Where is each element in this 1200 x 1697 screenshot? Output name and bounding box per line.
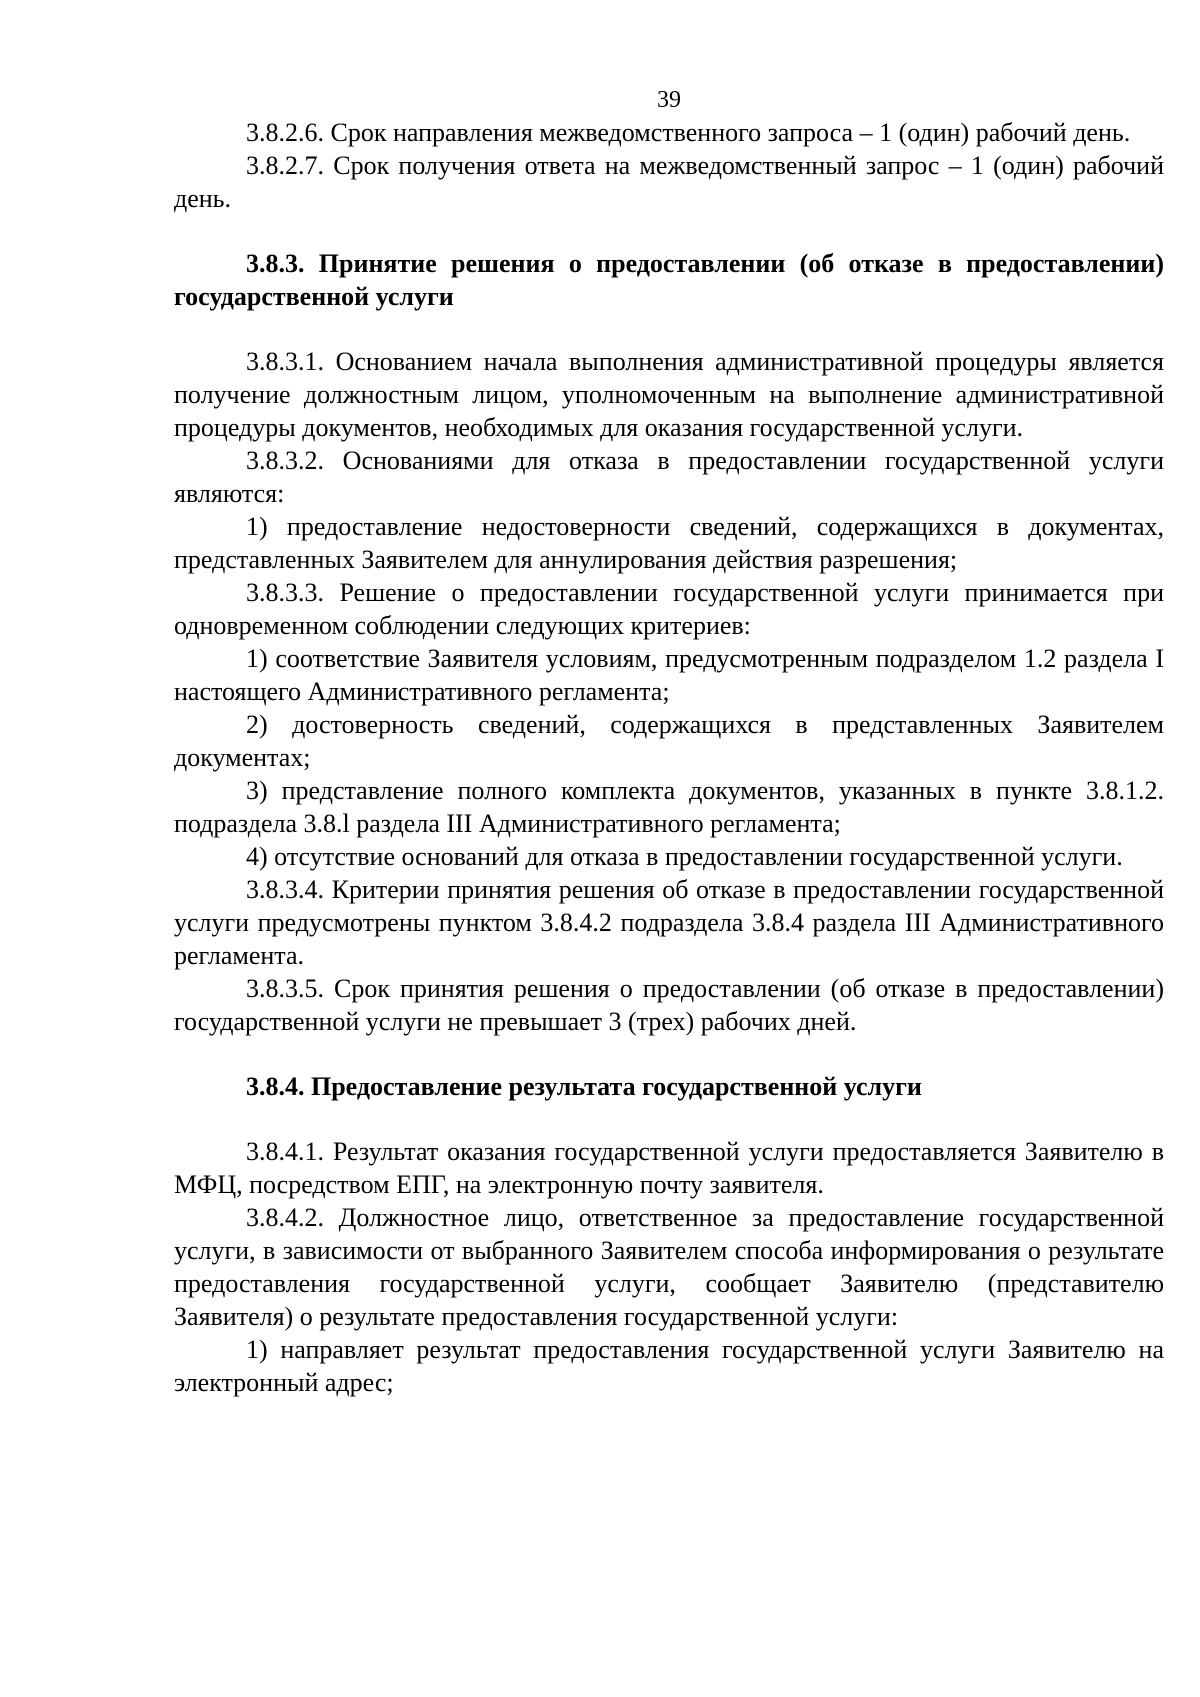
- list-item-criteria-4: 4) отсутствие оснований для отказа в предоставлении государственной услуги.: [246, 842, 1123, 871]
- paragraph-3-8-3-5: 3.8.3.5. Срок принятия решения о предоставлении (об отказе в предоставлении) государственной услуги не превышает 3 (трех) рабочих дней.: [174, 974, 1164, 1036]
- paragraph-3-8-3-1: 3.8.3.1. Основанием начала выполнения административной процедуры является получение должностным лицом, уполномоченным на выполнение административной процедуры документов, необходимых для оказания государственной услуги.: [174, 347, 1164, 442]
- paragraph-3-8-4-2: 3.8.4.2. Должностное лицо, ответственное за предоставление государственной услуги, в зависимости от выбранного Заявителем способа информирования о результате предоставления государственной услуги, сообщает Заявителю (представителю Заявителя) о результате предоставления государственной услуги:: [174, 1203, 1164, 1331]
- document-page: [174, 84, 1164, 1399]
- page-number: 39: [657, 87, 681, 113]
- paragraph-3-8-3-3: 3.8.3.3. Решение о предоставлении государственной услуги принимается при одновременном соблюдении следующих критериев:: [174, 578, 1164, 640]
- list-item-criteria-1: 1) соответствие Заявителя условиям, предусмотренным подразделом 1.2 раздела I настоящего Административного регламента;: [174, 644, 1164, 706]
- paragraph-3-8-4-1: 3.8.4.1. Результат оказания государственной услуги предоставляется Заявителю в МФЦ, посредством ЕПГ, на электронную почту заявителя.: [174, 1137, 1164, 1199]
- paragraph-3-8-3-2: 3.8.3.2. Основаниями для отказа в предоставлении государственной услуги являются:: [174, 446, 1164, 508]
- section-heading-3-8-3: 3.8.3. Принятие решения о предоставлении (об отказе в предоставлении) государственной услуги: [174, 249, 1164, 311]
- paragraph-3-8-2-6: 3.8.2.6. Срок направления межведомственного запроса – 1 (один) рабочий день.: [246, 118, 1131, 147]
- list-item-criteria-3: 3) представление полного комплекта документов, указанных в пункте 3.8.1.2. подраздела 3.8.l раздела III Административного регламента;: [174, 776, 1164, 838]
- paragraph-3-8-3-4: 3.8.3.4. Критерии принятия решения об отказе в предоставлении государственной услуги предусмотрены пунктом 3.8.4.2 подраздела 3.8.4 раздела III Административного регламента.: [174, 875, 1164, 970]
- list-item-refusal-1: 1) предоставление недостоверности сведений, содержащихся в документах, представленных Заявителем для аннулирования действия разрешения;: [174, 512, 1164, 574]
- section-heading-3-8-4: 3.8.4. Предоставление результата государственной услуги: [246, 1072, 922, 1101]
- list-item-result-1: 1) направляет результат предоставления государственной услуги Заявителю на электронный адрес;: [174, 1335, 1164, 1397]
- list-item-criteria-2: 2) достоверность сведений, содержащихся в представленных Заявителем документах;: [174, 710, 1164, 772]
- paragraph-3-8-2-7: 3.8.2.7. Срок получения ответа на межведомственный запрос – 1 (один) рабочий день.: [174, 151, 1164, 213]
